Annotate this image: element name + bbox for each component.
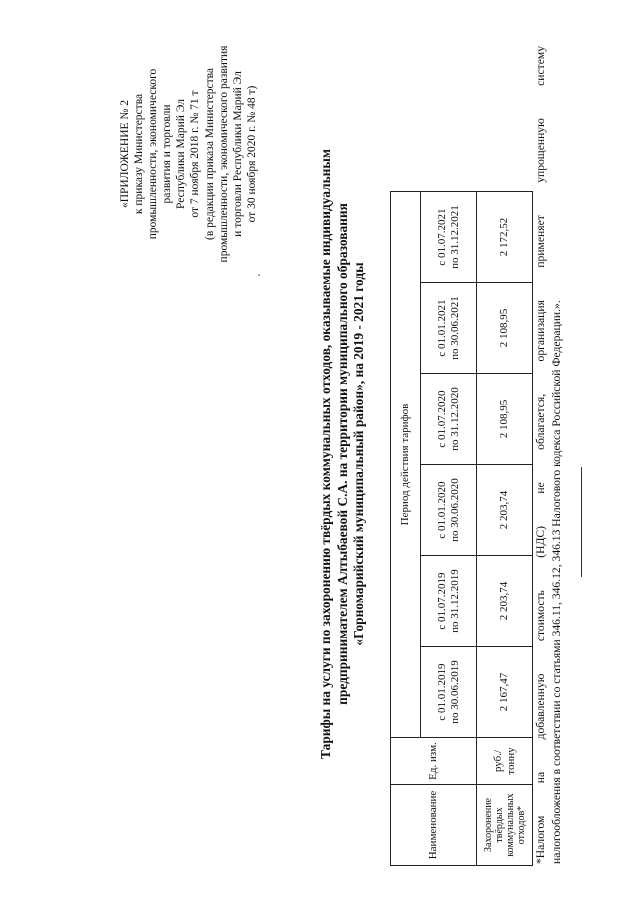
- period-from: с 01.01.2019: [435, 663, 448, 721]
- period-from: с 01.07.2021: [435, 208, 448, 266]
- tariff-value: 2 172,52: [477, 192, 533, 283]
- period-cell: [421, 192, 477, 283]
- appendix-block: [118, 24, 259, 284]
- title-line: «Горномарийский муниципальный район», на 2019 - 2021 годы: [351, 262, 366, 646]
- header-period: Период действия тарифов: [391, 192, 421, 738]
- tariff-value: 2 167,47: [477, 647, 533, 738]
- footnote-line: *Налогом на добавленную стоимость (НДС) не облагается, организация применяет упрощенную систему: [534, 46, 547, 864]
- tariff-value: 2 108,95: [477, 283, 533, 374]
- row-unit-line: руб./: [491, 749, 504, 773]
- tariff-value: 2 108,95: [477, 374, 533, 465]
- appendix-line: Республики Марий Эл: [175, 99, 188, 210]
- appendix-line: от 7 ноября 2018 г. № 71 т: [189, 90, 202, 218]
- appendix-line: промышленности, экономического развития: [217, 45, 230, 263]
- tariff-value: 2 203,74: [477, 465, 533, 556]
- row-unit-line: тонну: [504, 747, 517, 775]
- title-line: Тарифы на услуги по захоронению твёрдых коммунальных отходов, оказываемые индивидуальным: [318, 149, 333, 759]
- row-name-line: твёрдых: [493, 807, 505, 843]
- period-to: по 30.06.2021: [448, 296, 461, 360]
- appendix-line: (в редакции приказа Министерства: [203, 68, 216, 241]
- row-name-line: коммунальных: [504, 793, 516, 857]
- row-name-line: Захоронение: [482, 798, 494, 852]
- header-unit: Ед. изм.: [391, 738, 477, 785]
- closing-rule: [581, 467, 582, 577]
- title-line: предпринимателем Алтыбаевой С.А. на территории муниципального образования: [334, 203, 350, 705]
- period-to: по 31.12.2019: [448, 569, 461, 633]
- period-from: с 01.01.2020: [435, 481, 448, 539]
- footnote-line: налогообложения в соответствии со статьями 346.11, 346.12, 346.13 Налогового кодекса Российской Федерации.».: [550, 300, 563, 864]
- period-cell: [421, 647, 477, 738]
- period-cell: [421, 374, 477, 465]
- period-to: по 31.12.2020: [448, 387, 461, 451]
- period-cell: [421, 465, 477, 556]
- period-from: с 01.01.2021: [435, 299, 448, 357]
- appendix-line: «ПРИЛОЖЕНИЕ № 2: [119, 100, 131, 209]
- period-from: с 01.07.2019: [435, 572, 448, 630]
- period-to: по 31.12.2021: [448, 205, 461, 269]
- header-name: Наименование: [391, 785, 477, 866]
- document-title: [318, 44, 368, 864]
- tariff-value: 2 203,74: [477, 556, 533, 647]
- row-name-line: отходов*: [515, 805, 527, 845]
- appendix-line: и торговли Республики Марий Эл: [231, 71, 244, 237]
- appendix-line: к приказу Министерства: [133, 93, 146, 215]
- footnote: [533, 46, 565, 864]
- row-unit: [477, 738, 533, 785]
- table-row: [477, 192, 533, 866]
- appendix-line: от 30 ноября 2020 г. № 48 т): [245, 85, 258, 223]
- row-name: [477, 785, 533, 866]
- tariff-table: [390, 191, 533, 866]
- period-to: по 30.06.2019: [448, 660, 461, 724]
- period-to: по 30.06.2020: [448, 478, 461, 542]
- period-cell: [421, 556, 477, 647]
- period-from: с 01.07.2020: [435, 390, 448, 448]
- appendix-line: развития и торговли: [161, 104, 174, 204]
- appendix-line: промышленности, экономического: [147, 68, 160, 240]
- period-cell: [421, 283, 477, 374]
